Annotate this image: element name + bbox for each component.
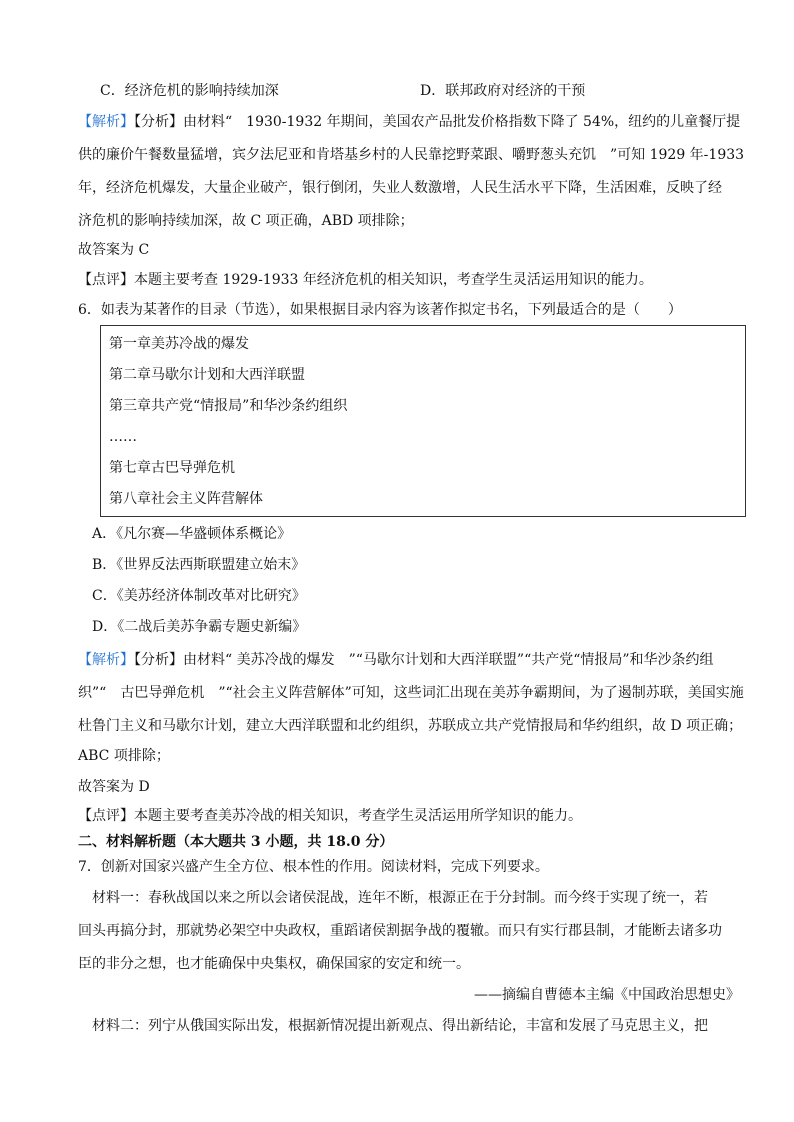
q6-option-a: A．《凡尔赛—华盛顿体系概论》 [92,526,292,542]
q6-analysis-line-3: 杜鲁门主义和马歇尔计划，建立大西洋联盟和北约组织，苏联成立共产党情报局和华约组织，故 D 项正确； [78,718,743,734]
q7-material1-line-1: 材料一：春秋战国以来之所以会诸侯混战，连年不断，根源正在于分封制。而今终于实现了统一，若 [92,890,708,906]
q5-answer: 故答案为 C [78,242,150,258]
section-heading: 二、材料解析题（本大题共 3 小题，共 18.0 分） [78,834,394,850]
toc-item: 第七章古巴导弹危机 [109,460,235,476]
toc-item: 第二章马歇尔计划和大西洋联盟 [109,367,305,383]
q5-analysis-line-2: 供的廉价午餐数量猛增，宾夕法尼亚和肯塔基乡村的人民靠挖野菜跟、嚼野葱头充饥 ”可知 1929 年-1933 [78,147,745,163]
q6-option-d: D．《二战后美苏争霸专题史新编》 [92,619,307,635]
toc-item: 第一章美苏冷战的爆发 [109,336,249,352]
q6-analysis-line-2: 织”“ 古巴导弹危机 ”“社会主义阵营解体”可知，这些词汇出现在美苏争霸期间，为了遏制苏联，美国实施 [78,685,744,701]
q7-source: ——摘编自曹德本主编《中国政治思想史》 [474,987,740,1003]
comment-tag: 【点评】 [78,808,134,824]
q5-option-d: D．联邦政府对经济的干预 [420,83,586,99]
q7-material2: 材料二：列宁从俄国实际出发，根据新情况提出新观点、得出新结论，丰富和发展了马克思主义，把 [92,1018,708,1034]
analysis-tag: 【解析】 [78,652,134,668]
toc-item: …… [109,429,137,445]
toc-item: 第八章社会主义阵营解体 [109,491,263,507]
q7-stem: 7．创新对国家兴盛产生全方位、根本性的作用。阅读材料，完成下列要求。 [78,859,549,875]
q6-analysis-line-4: ABC 项排除； [78,748,170,764]
q6-analysis-line-1: 【解析】【分析】由材料“ 美苏冷战的爆发 ”“马歇尔计划和大西洋联盟”“共产党“情报局”和华沙条约组 [78,652,714,668]
q5-analysis-line-1: 【解析】【分析】由材料“ 1930-1932 年期间，美国农产品批发价格指数下降了 54%，纽约的儿童餐厅提 [78,114,741,130]
comment-tag: 【点评】 [78,272,134,288]
q6-option-c: C．《美苏经济体制改革对比研究》 [92,588,306,604]
q6-stem: 6．如表为某著作的目录（节选），如果根据目录内容为该著作拟定书名，下列最适合的是（ ） [78,302,682,318]
q5-analysis-line-3: 年，经济危机爆发，大量企业破产，银行倒闭，失业人数激增，人民生活水平下降，生活困难，反映了经 [78,180,722,196]
q5-analysis-line-4: 济危机的影响持续加深，故 C 项正确，ABD 项排除； [78,213,414,229]
q6-answer: 故答案为 D [78,779,150,795]
q7-material1-line-3: 臣的非分之想，也才能确保中央集权，确保国家的安定和统一。 [78,956,470,972]
analysis-tag: 【解析】 [78,114,134,130]
q7-material1-line-2: 回头再搞分封，那就势必架空中央政权，重蹈诸侯割据争战的覆辙。而只有实行郡县制，才能断去诸多功 [78,923,722,939]
q6-table-of-contents [100,325,746,517]
toc-item: 第三章共产党“情报局”和华沙条约组织 [109,398,348,414]
q5-comment: 【点评】本题主要考查 1929-1933 年经济危机的相关知识，考查学生灵活运用知识的能力。 [78,272,653,288]
q6-comment: 【点评】本题主要考查美苏冷战的相关知识，考查学生灵活运用所学知识的能力。 [78,808,582,824]
q5-option-c: C．经济危机的影响持续加深 [100,83,279,99]
q6-option-b: B．《世界反法西斯联盟建立始末》 [92,557,306,573]
